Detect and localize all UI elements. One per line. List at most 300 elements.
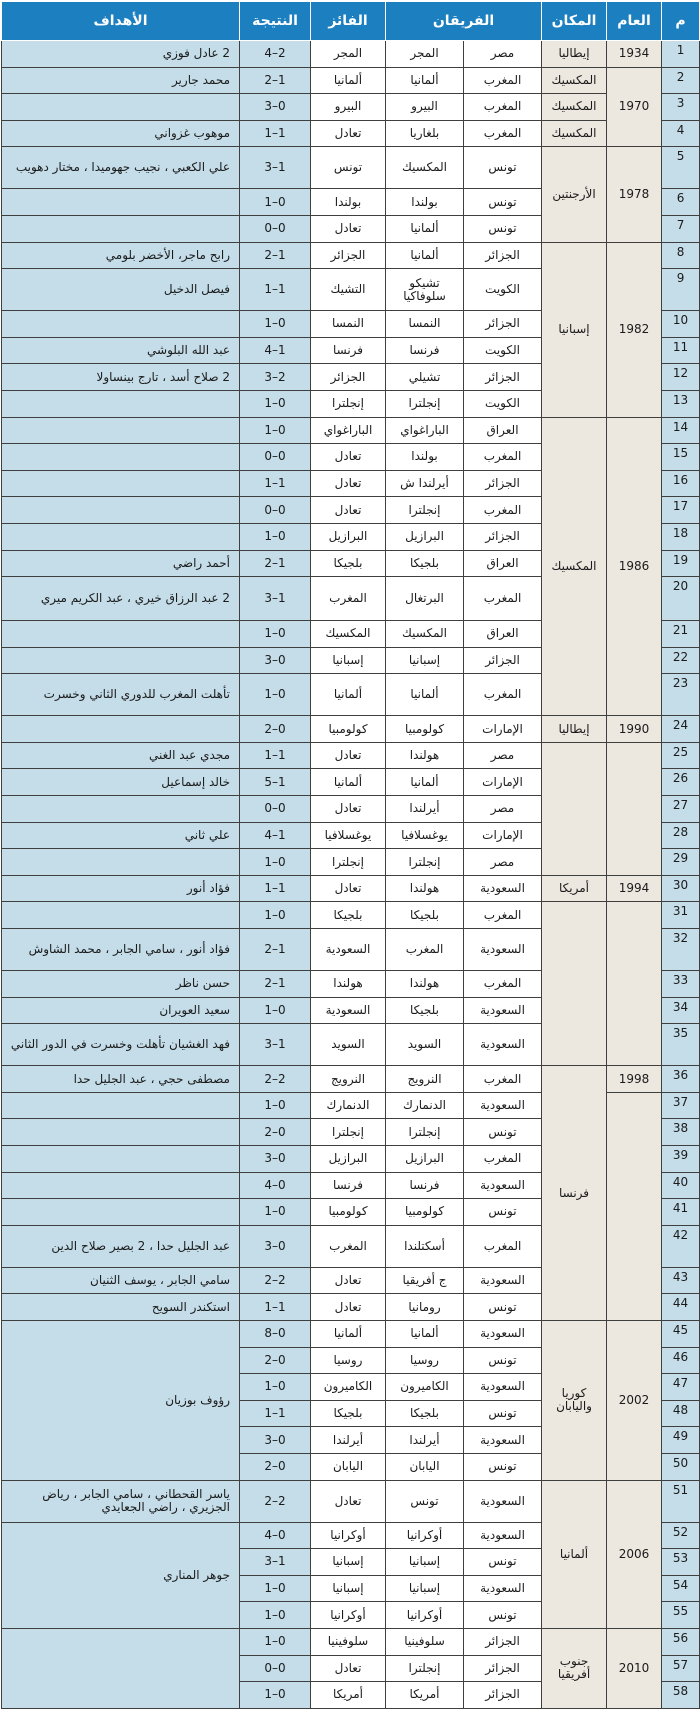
- team-a-cell: تونس: [464, 1199, 542, 1226]
- team-b-cell: كولومبيا: [386, 1199, 464, 1226]
- team-a-cell: الإمارات: [464, 769, 542, 796]
- team-a-cell: السعودية: [464, 1320, 542, 1347]
- winner-cell: أيرلندا: [311, 1427, 386, 1454]
- result-cell: 0–0: [240, 215, 311, 242]
- goals-cell: [2, 647, 240, 674]
- team-b-cell: البرتغال: [386, 577, 464, 621]
- winner-cell: روسيا: [311, 1347, 386, 1374]
- result-cell: 1–1: [240, 1294, 311, 1321]
- winner-cell: تعادل: [311, 1267, 386, 1294]
- result-cell: 1–0: [240, 523, 311, 550]
- row-number-cell: 30: [662, 875, 700, 902]
- place-cell: المكسيك: [542, 120, 607, 147]
- result-cell: 1–0: [240, 1199, 311, 1226]
- result-cell: 1–1: [240, 120, 311, 147]
- result-cell: 1–0: [240, 1575, 311, 1602]
- result-cell: 4–0: [240, 1522, 311, 1549]
- winner-cell: كولومبيا: [311, 716, 386, 743]
- place-cell: إسبانيا: [542, 242, 607, 417]
- team-b-cell: إسبانيا: [386, 1575, 464, 1602]
- row-number-cell: 42: [662, 1225, 700, 1267]
- winner-cell: بلجيكا: [311, 550, 386, 577]
- winner-cell: الباراغواي: [311, 417, 386, 444]
- table-row: [2, 417, 700, 444]
- year-cell: 2002: [607, 1320, 662, 1480]
- team-b-cell: المكسيك: [386, 621, 464, 648]
- result-cell: 2–0: [240, 1347, 311, 1374]
- row-number-cell: 43: [662, 1267, 700, 1294]
- team-a-cell: السعودية: [464, 1575, 542, 1602]
- result-cell: 0–0: [240, 796, 311, 823]
- team-b-cell: النرويج: [386, 1066, 464, 1093]
- team-a-cell: السعودية: [464, 875, 542, 902]
- table-row: [2, 94, 700, 121]
- row-number-cell: 8: [662, 242, 700, 269]
- team-a-cell: المغرب: [464, 1146, 542, 1173]
- year-cell: 1982: [607, 242, 662, 417]
- header-row: [2, 2, 700, 41]
- winner-cell: المجر: [311, 41, 386, 68]
- team-a-cell: المغرب: [464, 902, 542, 929]
- result-cell: 3–0: [240, 647, 311, 674]
- table-body: [2, 41, 700, 1709]
- table-row: [2, 716, 700, 743]
- row-number-cell: 32: [662, 929, 700, 971]
- team-a-cell: تونس: [464, 1347, 542, 1374]
- team-a-cell: الجزائر: [464, 364, 542, 391]
- year-cell: [607, 1092, 662, 1320]
- winner-cell: بولندا: [311, 189, 386, 216]
- winner-cell: تعادل: [311, 796, 386, 823]
- row-number-cell: 25: [662, 742, 700, 769]
- row-number-cell: 41: [662, 1199, 700, 1226]
- winner-cell: تعادل: [311, 444, 386, 471]
- team-b-cell: إنجلترا: [386, 497, 464, 524]
- winner-cell: إنجلترا: [311, 1119, 386, 1146]
- result-cell: 1–1: [240, 1400, 311, 1427]
- result-cell: 1–0: [240, 1682, 311, 1709]
- winner-cell: أوكرانيا: [311, 1602, 386, 1629]
- team-b-cell: ألمانيا: [386, 242, 464, 269]
- goals-cell: [2, 390, 240, 417]
- place-cell: المكسيك: [542, 417, 607, 716]
- team-a-cell: السعودية: [464, 1024, 542, 1066]
- row-number-cell: 3: [662, 94, 700, 121]
- place-cell: [542, 742, 607, 875]
- team-b-cell: بولندا: [386, 444, 464, 471]
- winner-cell: تعادل: [311, 1655, 386, 1682]
- row-number-cell: 51: [662, 1480, 700, 1522]
- row-number-cell: 17: [662, 497, 700, 524]
- team-b-cell: ألمانيا: [386, 215, 464, 242]
- place-cell: فرنسا: [542, 1066, 607, 1321]
- row-number-cell: 29: [662, 849, 700, 876]
- goals-cell: عبد الله البلوشي: [2, 337, 240, 364]
- result-cell: 1–1: [240, 742, 311, 769]
- team-a-cell: السعودية: [464, 997, 542, 1024]
- team-b-cell: بلجيكا: [386, 550, 464, 577]
- team-b-cell: فرنسا: [386, 337, 464, 364]
- team-a-cell: المغرب: [464, 1225, 542, 1267]
- header-teams: الفريقان: [386, 2, 542, 41]
- goals-cell: علي الكعبي ، نجيب جهوميدا ، مختار دهويب: [2, 147, 240, 189]
- row-number-cell: 47: [662, 1374, 700, 1401]
- place-cell: إيطاليا: [542, 41, 607, 68]
- year-cell: 1986: [607, 417, 662, 716]
- team-a-cell: الجزائر: [464, 1655, 542, 1682]
- goals-cell: ياسر القحطاني ، سامي الجابر ، رياض الجزيري ، راضي الجعايدي: [2, 1480, 240, 1522]
- team-b-cell: بلجيكا: [386, 1400, 464, 1427]
- team-a-cell: الجزائر: [464, 647, 542, 674]
- goals-cell: [2, 1146, 240, 1173]
- place-cell: إيطاليا: [542, 716, 607, 743]
- row-number-cell: 38: [662, 1119, 700, 1146]
- result-cell: 1–0: [240, 1374, 311, 1401]
- team-b-cell: الدنمارك: [386, 1092, 464, 1119]
- table-row: [2, 875, 700, 902]
- winner-cell: النرويج: [311, 1066, 386, 1093]
- team-a-cell: الإمارات: [464, 716, 542, 743]
- winner-cell: الجزائر: [311, 242, 386, 269]
- place-cell: ألمانيا: [542, 1480, 607, 1628]
- place-cell: أمريكا: [542, 875, 607, 902]
- year-cell: 1934: [607, 41, 662, 68]
- team-b-cell: المغرب: [386, 929, 464, 971]
- goals-cell: فؤاد أنور: [2, 875, 240, 902]
- goals-cell: [2, 1119, 240, 1146]
- team-b-cell: كولومبيا: [386, 716, 464, 743]
- row-number-cell: 55: [662, 1602, 700, 1629]
- team-b-cell: البرازيل: [386, 1146, 464, 1173]
- result-cell: 0–0: [240, 1655, 311, 1682]
- row-number-cell: 13: [662, 390, 700, 417]
- result-cell: 5–1: [240, 769, 311, 796]
- place-cell: جنوب أفريقيا: [542, 1628, 607, 1708]
- goals-cell: خالد إسماعيل: [2, 769, 240, 796]
- goals-cell: [2, 470, 240, 497]
- goals-cell: رؤوف بوزيان: [2, 1320, 240, 1480]
- team-a-cell: السعودية: [464, 1480, 542, 1522]
- team-a-cell: تونس: [464, 147, 542, 189]
- result-cell: 2–2: [240, 1267, 311, 1294]
- team-b-cell: أوكرانيا: [386, 1602, 464, 1629]
- row-number-cell: 15: [662, 444, 700, 471]
- team-a-cell: العراق: [464, 621, 542, 648]
- winner-cell: فرنسا: [311, 1172, 386, 1199]
- row-number-cell: 50: [662, 1453, 700, 1480]
- place-cell: كوريا واليابان: [542, 1320, 607, 1480]
- team-b-cell: أمريكا: [386, 1682, 464, 1709]
- team-a-cell: السعودية: [464, 1522, 542, 1549]
- row-number-cell: 36: [662, 1066, 700, 1093]
- row-number-cell: 57: [662, 1655, 700, 1682]
- result-cell: 1–0: [240, 902, 311, 929]
- place-cell: [542, 902, 607, 1066]
- team-b-cell: الباراغواي: [386, 417, 464, 444]
- winner-cell: الجزائر: [311, 364, 386, 391]
- result-cell: 1–0: [240, 417, 311, 444]
- winner-cell: السعودية: [311, 997, 386, 1024]
- goals-cell: 2 عادل فوزي: [2, 41, 240, 68]
- result-cell: 2–1: [240, 242, 311, 269]
- team-a-cell: مصر: [464, 41, 542, 68]
- team-b-cell: فرنسا: [386, 1172, 464, 1199]
- team-a-cell: تونس: [464, 1453, 542, 1480]
- winner-cell: بلجيكا: [311, 902, 386, 929]
- team-a-cell: المغرب: [464, 67, 542, 94]
- row-number-cell: 27: [662, 796, 700, 823]
- result-cell: 3–1: [240, 147, 311, 189]
- winner-cell: التشيك: [311, 269, 386, 311]
- team-a-cell: المغرب: [464, 94, 542, 121]
- team-b-cell: أيرلندا ش: [386, 470, 464, 497]
- winner-cell: إنجلترا: [311, 849, 386, 876]
- table-row: [2, 242, 700, 269]
- team-a-cell: المغرب: [464, 674, 542, 716]
- team-b-cell: رومانيا: [386, 1294, 464, 1321]
- row-number-cell: 40: [662, 1172, 700, 1199]
- team-a-cell: الجزائر: [464, 311, 542, 338]
- goals-cell: [2, 716, 240, 743]
- header-winner: الفائز: [311, 2, 386, 41]
- row-number-cell: 11: [662, 337, 700, 364]
- team-a-cell: الجزائر: [464, 1628, 542, 1655]
- row-number-cell: 12: [662, 364, 700, 391]
- goals-cell: أحمد راضي: [2, 550, 240, 577]
- goals-cell: [2, 1199, 240, 1226]
- team-a-cell: تونس: [464, 1119, 542, 1146]
- row-number-cell: 48: [662, 1400, 700, 1427]
- result-cell: 1–0: [240, 1602, 311, 1629]
- year-cell: 2010: [607, 1628, 662, 1708]
- row-number-cell: 9: [662, 269, 700, 311]
- row-number-cell: 2: [662, 67, 700, 94]
- team-a-cell: العراق: [464, 417, 542, 444]
- team-b-cell: ألمانيا: [386, 67, 464, 94]
- team-a-cell: الجزائر: [464, 1682, 542, 1709]
- row-number-cell: 21: [662, 621, 700, 648]
- team-a-cell: المغرب: [464, 577, 542, 621]
- team-a-cell: العراق: [464, 550, 542, 577]
- team-b-cell: تشيلي: [386, 364, 464, 391]
- team-a-cell: السعودية: [464, 1172, 542, 1199]
- row-number-cell: 19: [662, 550, 700, 577]
- team-b-cell: النمسا: [386, 311, 464, 338]
- row-number-cell: 44: [662, 1294, 700, 1321]
- team-a-cell: السعودية: [464, 1427, 542, 1454]
- team-b-cell: أيرلندا: [386, 1427, 464, 1454]
- goals-cell: 2 صلاح أسد ، تارج بينساولا: [2, 364, 240, 391]
- team-b-cell: تونس: [386, 1480, 464, 1522]
- table-row: [2, 1628, 700, 1655]
- row-number-cell: 7: [662, 215, 700, 242]
- goals-cell: استكندر السويح: [2, 1294, 240, 1321]
- result-cell: 2–0: [240, 1119, 311, 1146]
- row-number-cell: 4: [662, 120, 700, 147]
- year-cell: [607, 902, 662, 1066]
- team-a-cell: السعودية: [464, 929, 542, 971]
- team-b-cell: السويد: [386, 1024, 464, 1066]
- goals-cell: علي ثاني: [2, 822, 240, 849]
- row-number-cell: 5: [662, 147, 700, 189]
- goals-cell: [2, 902, 240, 929]
- row-number-cell: 53: [662, 1549, 700, 1576]
- goals-cell: [2, 621, 240, 648]
- team-a-cell: المغرب: [464, 971, 542, 998]
- goals-cell: فيصل الدخيل: [2, 269, 240, 311]
- result-cell: 1–0: [240, 997, 311, 1024]
- winner-cell: تعادل: [311, 1480, 386, 1522]
- goals-cell: رابح ماجر، الأخضر بلومي: [2, 242, 240, 269]
- row-number-cell: 45: [662, 1320, 700, 1347]
- winner-cell: البيرو: [311, 94, 386, 121]
- goals-cell: محمد جارير: [2, 67, 240, 94]
- winner-cell: تعادل: [311, 215, 386, 242]
- goals-cell: [2, 444, 240, 471]
- team-a-cell: الكويت: [464, 337, 542, 364]
- team-a-cell: مصر: [464, 849, 542, 876]
- goals-cell: تأهلت المغرب للدوري الثاني وخسرت: [2, 674, 240, 716]
- team-a-cell: تونس: [464, 1549, 542, 1576]
- winner-cell: أوكرانيا: [311, 1522, 386, 1549]
- team-b-cell: تشيكو سلوفاكيا: [386, 269, 464, 311]
- result-cell: 2–2: [240, 1480, 311, 1522]
- row-number-cell: 22: [662, 647, 700, 674]
- goals-cell: [2, 1092, 240, 1119]
- header-place: المكان: [542, 2, 607, 41]
- result-cell: 2–0: [240, 1453, 311, 1480]
- winner-cell: تعادل: [311, 470, 386, 497]
- result-cell: 2–2: [240, 1066, 311, 1093]
- year-cell: 1970: [607, 67, 662, 147]
- table-row: [2, 41, 700, 68]
- row-number-cell: 37: [662, 1092, 700, 1119]
- result-cell: 4–1: [240, 822, 311, 849]
- result-cell: 3–1: [240, 577, 311, 621]
- result-cell: 4–1: [240, 337, 311, 364]
- row-number-cell: 33: [662, 971, 700, 998]
- winner-cell: بلجيكا: [311, 1400, 386, 1427]
- team-a-cell: المغرب: [464, 1066, 542, 1093]
- winner-cell: إنجلترا: [311, 390, 386, 417]
- winner-cell: يوغسلافيا: [311, 822, 386, 849]
- winner-cell: ألمانيا: [311, 1320, 386, 1347]
- goals-cell: [2, 523, 240, 550]
- year-cell: 1998: [607, 1066, 662, 1093]
- goals-cell: [2, 497, 240, 524]
- goals-cell: فهد الغشيان تأهلت وخسرت في الدور الثاني: [2, 1024, 240, 1066]
- team-a-cell: تونس: [464, 1400, 542, 1427]
- result-cell: 4–0: [240, 1172, 311, 1199]
- result-cell: 8–0: [240, 1320, 311, 1347]
- year-cell: 2006: [607, 1480, 662, 1628]
- place-cell: الأرجنتين: [542, 147, 607, 242]
- row-number-cell: 18: [662, 523, 700, 550]
- winner-cell: أمريكا: [311, 1682, 386, 1709]
- goals-cell: جوهر المناري: [2, 1522, 240, 1628]
- goals-cell: [2, 417, 240, 444]
- result-cell: 3–0: [240, 1427, 311, 1454]
- row-number-cell: 58: [662, 1682, 700, 1709]
- team-a-cell: مصر: [464, 796, 542, 823]
- header-result: النتيجة: [240, 2, 311, 41]
- winner-cell: هولندا: [311, 971, 386, 998]
- team-a-cell: تونس: [464, 215, 542, 242]
- winner-cell: إسبانيا: [311, 1575, 386, 1602]
- team-b-cell: أسكتلندا: [386, 1225, 464, 1267]
- result-cell: 1–1: [240, 269, 311, 311]
- table-row: [2, 1320, 700, 1347]
- goals-cell: سامي الجابر ، يوسف الثنيان: [2, 1267, 240, 1294]
- goals-cell: مصطفى حجي ، عبد الجليل حدا: [2, 1066, 240, 1093]
- team-b-cell: بلغاريا: [386, 120, 464, 147]
- result-cell: 3–0: [240, 1146, 311, 1173]
- row-number-cell: 52: [662, 1522, 700, 1549]
- result-cell: 1–0: [240, 1628, 311, 1655]
- result-cell: 3–1: [240, 1549, 311, 1576]
- result-cell: 1–0: [240, 621, 311, 648]
- winner-cell: ألمانيا: [311, 769, 386, 796]
- winner-cell: الدنمارك: [311, 1092, 386, 1119]
- year-cell: 1990: [607, 716, 662, 743]
- team-a-cell: تونس: [464, 189, 542, 216]
- team-a-cell: تونس: [464, 1602, 542, 1629]
- result-cell: 3–0: [240, 94, 311, 121]
- team-b-cell: اليابان: [386, 1453, 464, 1480]
- team-b-cell: إنجلترا: [386, 1655, 464, 1682]
- row-number-cell: 20: [662, 577, 700, 621]
- result-cell: 2–1: [240, 550, 311, 577]
- row-number-cell: 23: [662, 674, 700, 716]
- result-cell: 2–1: [240, 929, 311, 971]
- team-a-cell: الجزائر: [464, 523, 542, 550]
- team-a-cell: السعودية: [464, 1267, 542, 1294]
- world-cup-results-table: [1, 1, 700, 1709]
- team-b-cell: إنجلترا: [386, 390, 464, 417]
- table-row: [2, 1480, 700, 1522]
- winner-cell: ألمانيا: [311, 67, 386, 94]
- year-cell: 1994: [607, 875, 662, 902]
- header-goals: الأهداف: [2, 2, 240, 41]
- team-a-cell: الجزائر: [464, 242, 542, 269]
- winner-cell: الكاميرون: [311, 1374, 386, 1401]
- winner-cell: تعادل: [311, 875, 386, 902]
- result-cell: 0–0: [240, 497, 311, 524]
- team-a-cell: السعودية: [464, 1092, 542, 1119]
- goals-cell: 2 عبد الرزاق خيري ، عبد الكريم ميري: [2, 577, 240, 621]
- winner-cell: البرازيل: [311, 1146, 386, 1173]
- winner-cell: المكسيك: [311, 621, 386, 648]
- team-b-cell: روسيا: [386, 1347, 464, 1374]
- team-b-cell: هولندا: [386, 971, 464, 998]
- result-cell: 1–0: [240, 849, 311, 876]
- result-cell: 2–0: [240, 716, 311, 743]
- result-cell: 1–1: [240, 470, 311, 497]
- winner-cell: اليابان: [311, 1453, 386, 1480]
- table-row: [2, 120, 700, 147]
- team-b-cell: إسبانيا: [386, 1549, 464, 1576]
- row-number-cell: 54: [662, 1575, 700, 1602]
- winner-cell: تونس: [311, 147, 386, 189]
- team-b-cell: المكسيك: [386, 147, 464, 189]
- winner-cell: ألمانيا: [311, 674, 386, 716]
- team-b-cell: أيرلندا: [386, 796, 464, 823]
- row-number-cell: 6: [662, 189, 700, 216]
- team-b-cell: ألمانيا: [386, 674, 464, 716]
- team-b-cell: بلجيكا: [386, 997, 464, 1024]
- team-b-cell: ألمانيا: [386, 769, 464, 796]
- result-cell: 1–0: [240, 189, 311, 216]
